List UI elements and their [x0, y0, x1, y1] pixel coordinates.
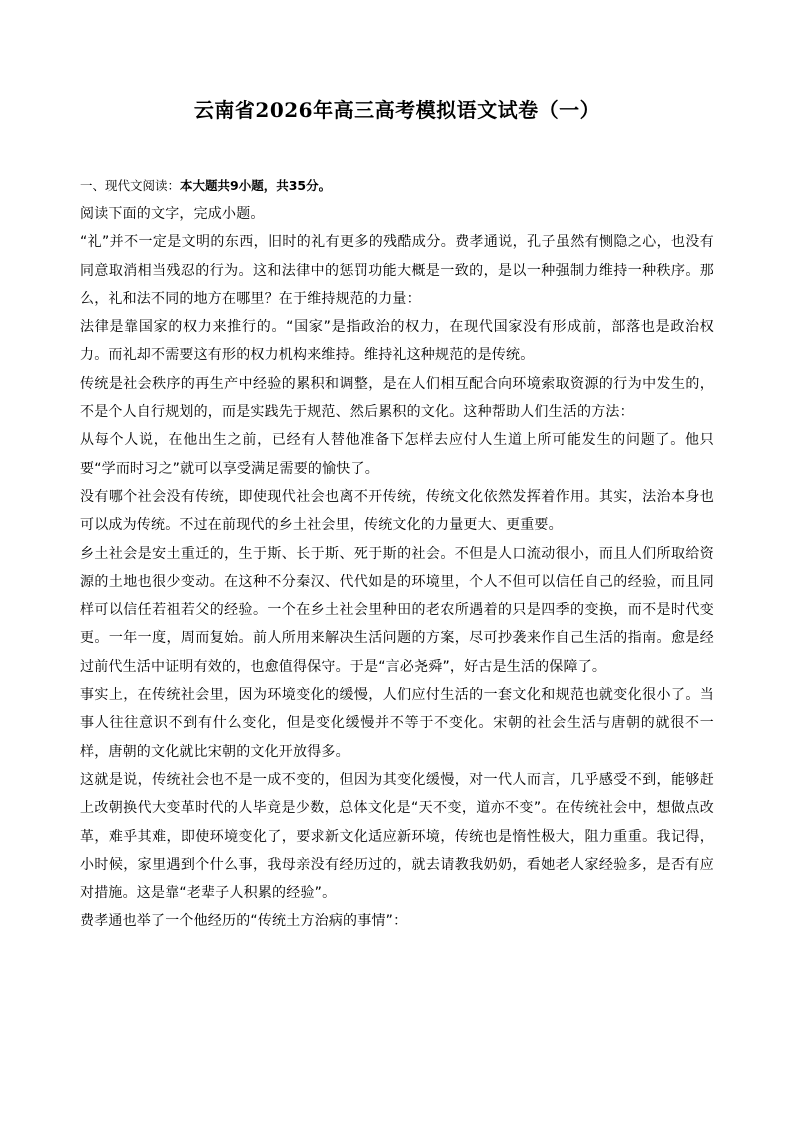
exam-title: 云南省2026年高三高考模拟语文试卷（一） — [193, 98, 601, 122]
section-heading-lead: 一、现代文阅读： — [80, 178, 181, 193]
paragraph: “礼”并不一定是文明的东西，旧时的礼有更多的残酷成分。费孝通说，孔子虽然有恻隐之心，也没有同意取消相当残忍的行为。这和法律中的惩罚功能大概是一致的，是以一种强制力维持一种秩序。那么，礼和法不同的地方在哪里？在于维持规范的力量： — [80, 234, 714, 307]
paragraph: 事实上，在传统社会里，因为环境变化的缓慢，人们应付生活的一套文化和规范也就变化很小了。当事人往往意识不到有什么变化，但是变化缓慢并不等于不变化。宋朝的社会生活与唐朝的就很不一样，唐朝的文化就比宋朝的文化开放得多。 — [80, 687, 714, 760]
paragraph: 从每个人说，在他出生之前，已经有人替他准备下怎样去应付人生道上所可能发生的问题了。他只要“学而时习之”就可以享受满足需要的愉快了。 — [80, 432, 714, 477]
paragraph: 法律是靠国家的权力来推行的。“国家”是指政治的权力，在现代国家没有形成前，部落也是政治权力。而礼却不需要这有形的权力机构来维持。维持礼这种规范的是传统。 — [80, 319, 714, 364]
paragraph: 传统是社会秩序的再生产中经验的累积和调整，是在人们相互配合向环境索取资源的行为中发生的，不是个人自行规划的，而是实践先于规范、然后累积的文化。这种帮助人们生活的方法： — [80, 375, 714, 421]
section-heading — [80, 172, 714, 200]
paragraph: 这就是说，传统社会也不是一成不变的，但因为其变化缓慢，对一代人而言，几乎感受不到，能够赶上改朝换代大变革时代的人毕竟是少数，总体文化是“天不变，道亦不变”。在传统社会中，想做点改革，难乎其难，即使环境变化了，要求新文化适应新环境，传统也是惰性极大，阻力重重。我记得，小时候，家里遇到个什么事，我母亲没有经历过的，就去请教我奶奶，看她老人家经验多，是否有应对措施。这是靠“老辈子人积累的经验”。 — [80, 771, 714, 902]
paragraph-instruction: 阅读下面的文字，完成小题。 — [80, 206, 265, 222]
paragraph: 没有哪个社会没有传统，即使现代社会也离不开传统，传统文化依然发挥着作用。其实，法治本身也可以成为传统。不过在前现代的乡土社会里，传统文化的力量更大、更重要。 — [80, 488, 714, 534]
section-heading-detail: 本大题共9小题，共35分。 — [180, 178, 332, 193]
paragraph: 乡土社会是安土重迁的，生于斯、长于斯、死于斯的社会。不但是人口流动很小，而且人们所取给资源的土地也很少变动。在这种不分秦汉、代代如是的环境里，个人不但可以信任自己的经验，而且同样可以信任若祖若父的经验。一个在乡土社会里种田的老农所遇着的只是四季的变换，而不是时代变更。一年一度，周而复始。前人所用来解决生活问题的方案，尽可抄袭来作自己生活的指南。愈是经过前代生活中证明有效的，也愈值得保守。于是“言必尧舜”，好古是生活的保障了。 — [80, 545, 714, 675]
paragraph: 费孝通也举了一个他经历的“传统土方治病的事情”： — [80, 913, 408, 930]
